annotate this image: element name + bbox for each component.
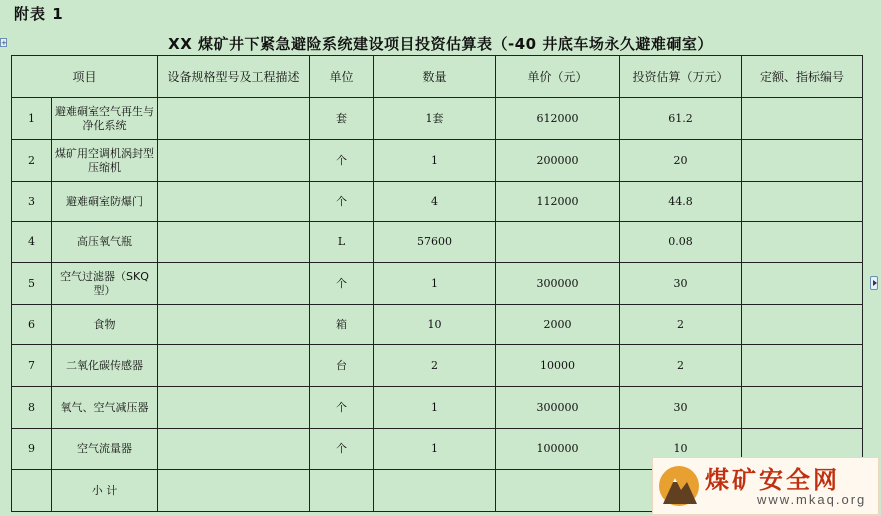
table-row (12, 98, 863, 140)
cell-item: 避难硐室空气再生与净化系统 (52, 98, 158, 140)
cell-item: 空气流量器 (52, 429, 158, 470)
cell-unit: 套 (310, 98, 374, 140)
cell-qty: 1 (374, 429, 496, 470)
watermark-name: 煤矿安全网 (705, 465, 840, 494)
col-header-item: 项目 (12, 56, 158, 98)
page-title: XX 煤矿井下紧急避险系统建设项目投资估算表（-40 井底车场永久避难硐室） (168, 35, 713, 53)
table-row (12, 345, 863, 387)
mountain-logo-icon (657, 460, 701, 512)
subtotal-label: 小 计 (52, 470, 158, 512)
row-number: 7 (12, 345, 52, 387)
col-header-unit: 单位 (310, 56, 374, 98)
row-number: 5 (12, 263, 52, 305)
annex-label: 附表 1 (14, 5, 64, 23)
cell-invest: 44.8 (620, 182, 742, 222)
cell-price: 112000 (496, 182, 620, 222)
cell-code (742, 98, 863, 140)
cell-price: 10000 (496, 345, 620, 387)
cell-qty: 1 (374, 263, 496, 305)
cell-unit: 个 (310, 140, 374, 182)
cell-spec (158, 470, 310, 512)
cell-qty (374, 470, 496, 512)
cell-invest: 0.08 (620, 222, 742, 263)
table-row (12, 387, 863, 429)
col-header-qty: 数量 (374, 56, 496, 98)
cell-code (742, 305, 863, 345)
cell-code (742, 263, 863, 305)
cell-unit: 箱 (310, 305, 374, 345)
cell-unit: 个 (310, 387, 374, 429)
table-row (12, 263, 863, 305)
cell-unit: 个 (310, 429, 374, 470)
row-number (12, 470, 52, 512)
site-watermark-logo (652, 457, 879, 515)
cell-code (742, 345, 863, 387)
cell-price: 612000 (496, 98, 620, 140)
cell-item: 煤矿用空调机涡封型压缩机 (52, 140, 158, 182)
row-number: 8 (12, 387, 52, 429)
cell-price (496, 470, 620, 512)
cell-price (496, 222, 620, 263)
cell-unit (310, 470, 374, 512)
cell-price: 300000 (496, 387, 620, 429)
cell-spec (158, 140, 310, 182)
row-number: 9 (12, 429, 52, 470)
expand-arrow-icon[interactable] (870, 276, 878, 290)
cell-code (742, 182, 863, 222)
cell-spec (158, 263, 310, 305)
cell-price: 300000 (496, 263, 620, 305)
cell-item: 高压氧气瓶 (52, 222, 158, 263)
col-header-spec: 设备规格型号及工程描述 (158, 56, 310, 98)
table-row (12, 140, 863, 182)
cell-spec (158, 429, 310, 470)
header-row (12, 56, 863, 98)
cell-qty: 1 (374, 140, 496, 182)
cell-unit: 台 (310, 345, 374, 387)
table-row (12, 305, 863, 345)
cell-qty: 4 (374, 182, 496, 222)
estimate-table (11, 55, 863, 512)
cell-unit: L (310, 222, 374, 263)
col-header-code: 定额、指标编号 (742, 56, 863, 98)
cell-invest: 2 (620, 345, 742, 387)
col-header-price: 单价（元） (496, 56, 620, 98)
cell-qty: 2 (374, 345, 496, 387)
cell-item: 避难硐室防爆门 (52, 182, 158, 222)
cell-spec (158, 345, 310, 387)
cell-item: 氧气、空气减压器 (52, 387, 158, 429)
watermark-url: www.mkaq.org (757, 492, 867, 507)
cell-price: 100000 (496, 429, 620, 470)
col-header-invest: 投资估算（万元） (620, 56, 742, 98)
cell-spec (158, 222, 310, 263)
row-number: 4 (12, 222, 52, 263)
cell-price: 200000 (496, 140, 620, 182)
cell-spec (158, 305, 310, 345)
cell-qty: 57600 (374, 222, 496, 263)
cell-invest: 30 (620, 387, 742, 429)
cell-qty: 10 (374, 305, 496, 345)
cell-unit: 个 (310, 182, 374, 222)
cell-invest: 61.2 (620, 98, 742, 140)
row-number: 6 (12, 305, 52, 345)
cell-code (742, 222, 863, 263)
row-number: 3 (12, 182, 52, 222)
cell-price: 2000 (496, 305, 620, 345)
table-row (12, 222, 863, 263)
cell-spec (158, 98, 310, 140)
table-move-handle-icon[interactable]: + (1, 39, 7, 47)
cell-item: 空气过滤器（SKQ型） (52, 263, 158, 305)
cell-item: 食物 (52, 305, 158, 345)
cell-invest: 30 (620, 263, 742, 305)
table-row (12, 182, 863, 222)
cell-invest: 2 (620, 305, 742, 345)
row-number: 1 (12, 98, 52, 140)
cell-invest: 10 (620, 429, 742, 470)
cell-qty: 1 (374, 387, 496, 429)
cell-unit: 个 (310, 263, 374, 305)
cell-code (742, 387, 863, 429)
row-number: 2 (12, 140, 52, 182)
cell-code (742, 140, 863, 182)
cell-qty: 1套 (374, 98, 496, 140)
cell-item: 二氧化碳传感器 (52, 345, 158, 387)
cell-spec (158, 387, 310, 429)
cell-spec (158, 182, 310, 222)
cell-invest: 20 (620, 140, 742, 182)
